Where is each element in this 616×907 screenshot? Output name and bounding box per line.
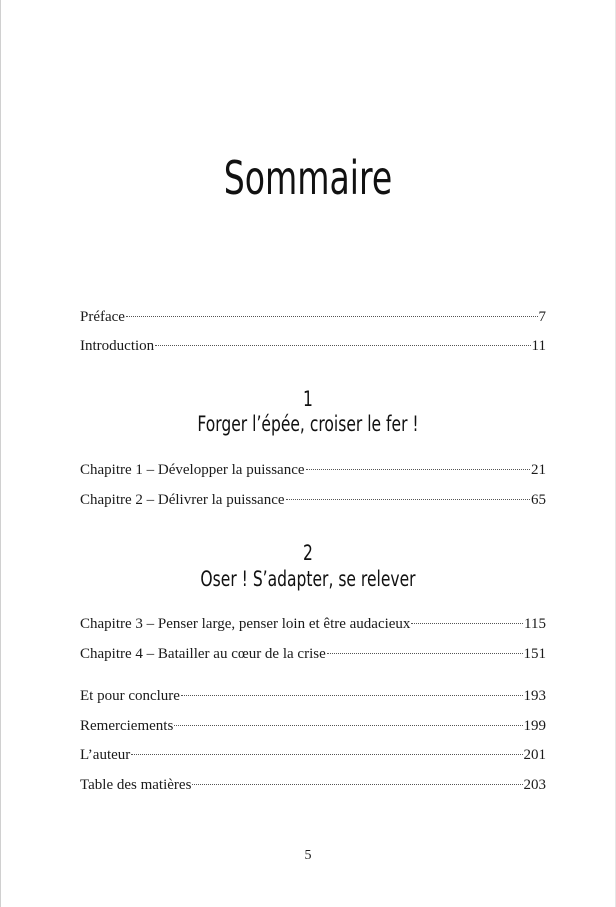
toc-entry-label: Introduction [80, 338, 155, 354]
dot-leader [181, 695, 523, 696]
dot-leader [126, 316, 538, 317]
toc-entry-conclusion[interactable] [80, 686, 546, 706]
part-2-title: Oser ! S’adapter, se relever [200, 567, 416, 591]
toc-entry-page: 21 [531, 462, 546, 478]
toc-entry-label: Chapitre 4 – Batailler au cœur de la crise [80, 646, 326, 662]
page-edge [0, 0, 1, 907]
toc-entry-author[interactable] [80, 745, 546, 765]
toc-entry-acknowledgements[interactable] [80, 716, 546, 736]
dot-leader [306, 469, 530, 470]
dot-leader [327, 653, 523, 654]
toc-entry-page: 199 [523, 718, 546, 734]
toc-entry-label: L’auteur [80, 747, 131, 763]
toc-entry-page: 115 [524, 616, 546, 632]
toc-entry-label: Chapitre 2 – Délivrer la puissance [80, 492, 285, 508]
toc-entry-label: Et pour conclure [80, 688, 180, 704]
toc-entry-chapter-3[interactable] [80, 614, 546, 634]
part-1-title: Forger l’épée, croiser le fer ! [197, 412, 419, 436]
toc-entry-chapter-4[interactable] [80, 644, 546, 664]
toc-entry-label: Chapitre 3 – Penser large, penser loin et être audacieux [80, 616, 411, 632]
toc-entry-chapter-2[interactable] [80, 490, 546, 510]
dot-leader [286, 499, 530, 500]
part-1-number: 1 [303, 387, 313, 411]
page-number: 5 [304, 848, 312, 863]
toc-entry-page: 193 [523, 688, 546, 704]
toc-entry-preface[interactable] [80, 307, 546, 327]
toc-entry-page: 151 [523, 646, 546, 662]
toc-entry-page: 11 [531, 338, 546, 354]
dot-leader [411, 623, 523, 624]
toc-entry-page: 203 [523, 777, 546, 793]
part-2-number: 2 [303, 541, 313, 565]
toc-entry-table-of-contents[interactable] [80, 775, 546, 795]
toc-entry-page: 7 [538, 309, 546, 325]
dot-leader [174, 725, 522, 726]
toc-entry-label: Chapitre 1 – Développer la puissance [80, 462, 305, 478]
toc-entry-label: Remerciements [80, 718, 174, 734]
page-title: Sommaire [223, 151, 393, 205]
toc-entry-label: Préface [80, 309, 125, 325]
toc-entry-page: 65 [531, 492, 546, 508]
dot-leader [131, 754, 522, 755]
toc-entry-introduction[interactable] [80, 336, 546, 356]
toc-entry-chapter-1[interactable] [80, 460, 546, 480]
toc-entry-label: Table des matières [80, 777, 192, 793]
dot-leader [192, 784, 522, 785]
dot-leader [155, 345, 530, 346]
toc-entry-page: 201 [523, 747, 546, 763]
